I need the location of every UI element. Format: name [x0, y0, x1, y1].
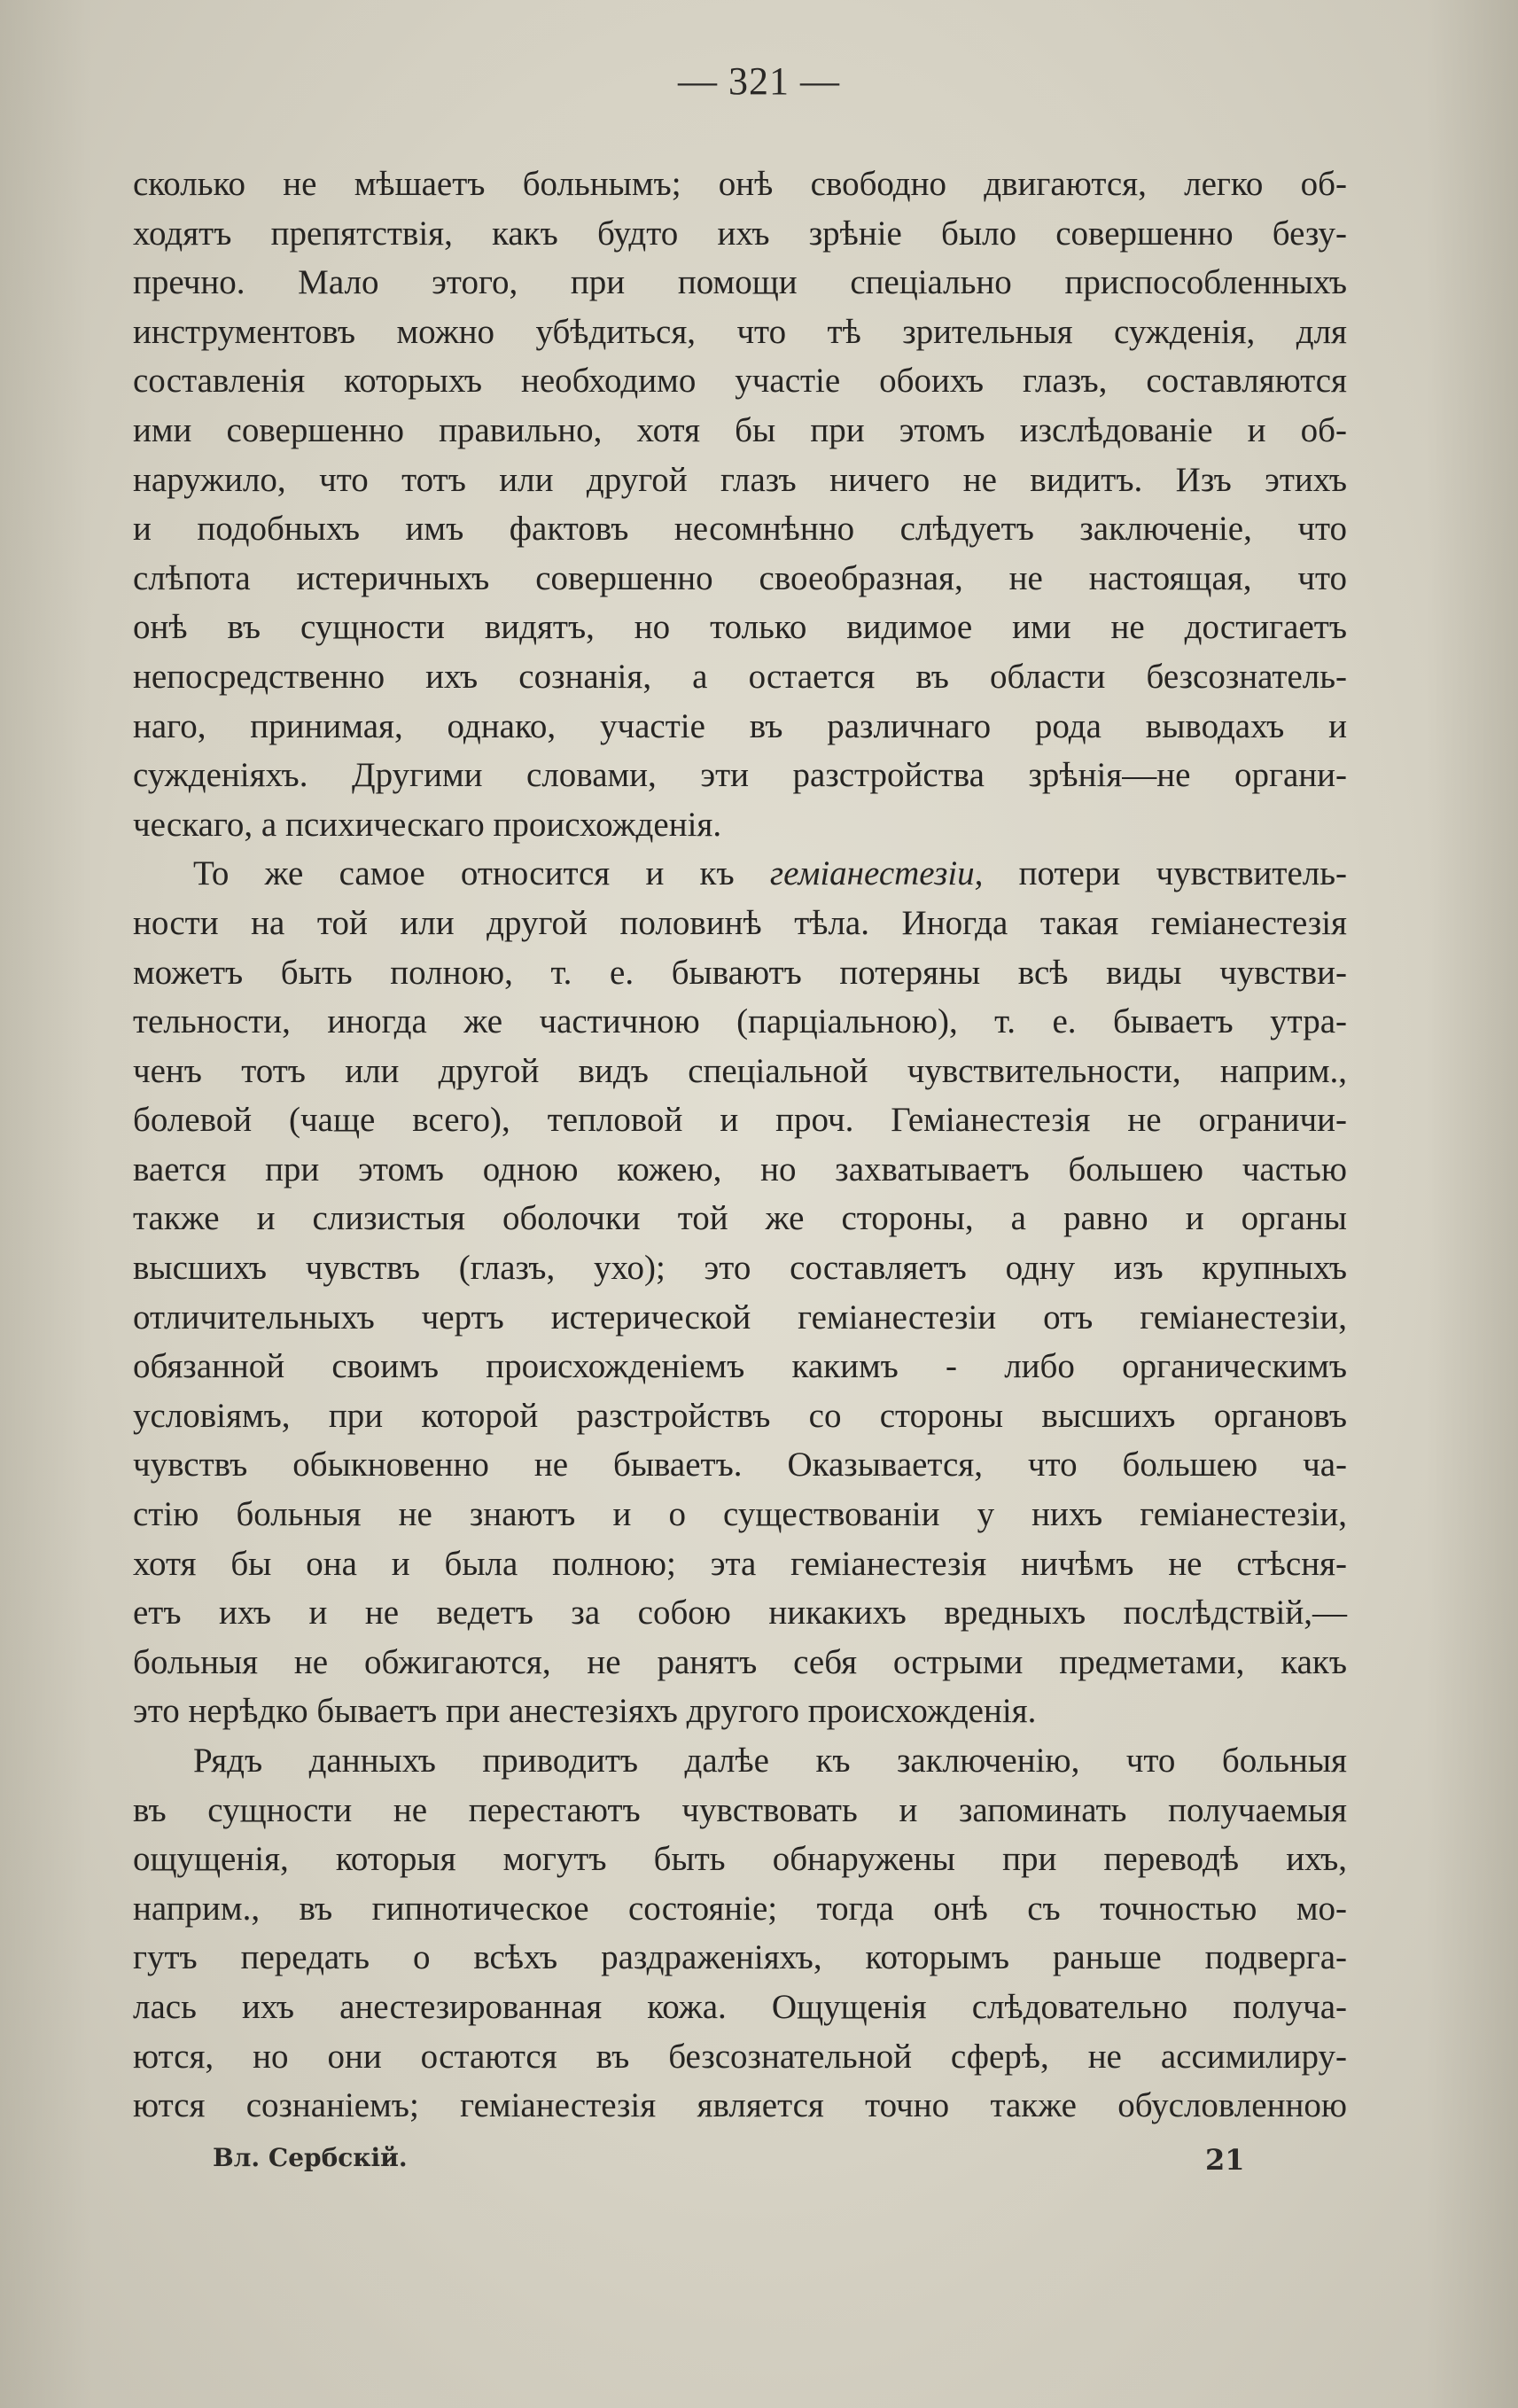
text-line: ощущенія, которыя могутъ быть обнаружены при переводѣ ихъ,: [133, 1840, 1347, 1879]
text-line: ческаго, а психическаго происхожденія.: [133, 805, 722, 844]
text-line: инструментовъ можно убѣдиться, что тѣ зрительныя сужденія, для: [133, 312, 1347, 351]
text-line: условіямъ, при которой разстройствъ со стороны высшихъ органовъ: [133, 1396, 1347, 1435]
text-line: сужденіяхъ. Другими словами, эти разстройства зрѣнія—не органи-: [133, 756, 1347, 795]
text-line: тельности, иногда же частичною (парціальною), т. е. бываетъ утра-: [133, 1002, 1347, 1041]
text-line: слѣпота истеричныхъ совершенно своеобразная, не настоящая, что: [133, 558, 1347, 597]
text-segment: То же самое относится и къ: [193, 854, 770, 893]
text-line: етъ ихъ и не ведетъ за собою никакихъ вредныхъ послѣдствій,—: [133, 1594, 1347, 1633]
text-line-with-italic: [133, 849, 1347, 899]
text-line: Рядъ данныхъ приводитъ далѣе къ заключенію, что больныя: [193, 1742, 1347, 1780]
text-line: сколько не мѣшаетъ больнымъ; онѣ свободно двигаются, легко об-: [133, 165, 1347, 203]
text-line: наго, принимая, однако, участіе въ различнаго рода выводахъ и: [133, 706, 1347, 745]
text-line: хотя бы она и была полною; эта геміанестезія ничѣмъ не стѣсня-: [133, 1544, 1347, 1583]
body-text: [133, 160, 1347, 2131]
text-line: въ сущности не перестаютъ чувствовать и запоминать получаемыя: [133, 1790, 1347, 1829]
text-line: пречно. Мало этого, при помощи спеціально приспособленныхъ: [133, 263, 1347, 302]
text-line: обязанной своимъ происхожденіемъ какимъ - либо органическимъ: [133, 1347, 1347, 1386]
text-line: ченъ тотъ или другой видъ спеціальной чувствительности, наприм.,: [133, 1051, 1347, 1090]
text-line: лась ихъ анестезированная кожа. Ощущенія слѣдовательно получа-: [133, 1987, 1347, 2026]
text-line: составленія которыхъ необходимо участіе обоихъ глазъ, составляются: [133, 362, 1347, 401]
text-line: высшихъ чувствъ (глазъ, ухо); это составляетъ одну изъ крупныхъ: [133, 1249, 1347, 1288]
text-line: непосредственно ихъ сознанія, а остается въ области безсознатель-: [133, 657, 1347, 696]
text-line: онѣ въ сущности видятъ, но только видимое ими не достигаетъ: [133, 608, 1347, 647]
text-line: это нерѣдко бываетъ при анестезіяхъ другого происхожденія.: [133, 1692, 1037, 1731]
text-line: ими совершенно правильно, хотя бы при этомъ изслѣдованіе и об-: [133, 410, 1347, 449]
text-line: болевой (чаще всего), тепловой и проч. Геміанестезія не ограничи-: [133, 1101, 1347, 1140]
text-line: больныя не обжигаются, не ранятъ себя острыми предметами, какъ: [133, 1642, 1347, 1681]
text-segment: потери чувствитель-: [983, 854, 1347, 893]
text-line: ются сознаніемъ; геміанестезія является точно также обусловленною: [133, 2086, 1347, 2125]
text-line: также и слизистыя оболочки той же стороны, а равно и органы: [133, 1199, 1347, 1238]
italic-term: геміанестезіи,: [769, 854, 984, 893]
footer-author: Вл. Сербскій.: [213, 2143, 408, 2172]
text-line: отличительныхъ чертъ истерической геміанестезіи отъ геміанестезіи,: [133, 1298, 1347, 1336]
text-line: вается при этомъ одною кожею, но захватываетъ большею частью: [133, 1149, 1347, 1188]
text-line: и подобныхъ имъ фактовъ несомнѣнно слѣдуетъ заключеніе, что: [133, 510, 1347, 549]
text-line: ходятъ препятствія, какъ будто ихъ зрѣніе было совершенно безу-: [133, 214, 1347, 253]
text-line: гутъ передать о всѣхъ раздраженіяхъ, которымъ раньше подверга-: [133, 1938, 1347, 1977]
text-line: чувствъ обыкновенно не бываетъ. Оказывается, что большею ча-: [133, 1446, 1347, 1485]
page-footer: [213, 2143, 1245, 2187]
text-line: наружило, что тотъ или другой глазъ ничего не видитъ. Изъ этихъ: [133, 460, 1347, 499]
text-line: можетъ быть полною, т. е. бываютъ потеряны всѣ виды чувстви-: [133, 953, 1347, 992]
text-line: ются, но они остаются въ безсознательной сферѣ, не ассимилиру-: [133, 2037, 1347, 2076]
text-line: наприм., въ гипнотическое состояніе; тогда онѣ съ точностью мо-: [133, 1889, 1347, 1928]
page-number: — 321 —: [678, 59, 840, 103]
text-line: ности на той или другой половинѣ тѣла. Иногда такая геміанестезія: [133, 903, 1347, 942]
signature-mark: 21: [1205, 2143, 1245, 2177]
text-line: стію больныя не знаютъ и о существованіи у нихъ геміанестезіи,: [133, 1495, 1347, 1534]
